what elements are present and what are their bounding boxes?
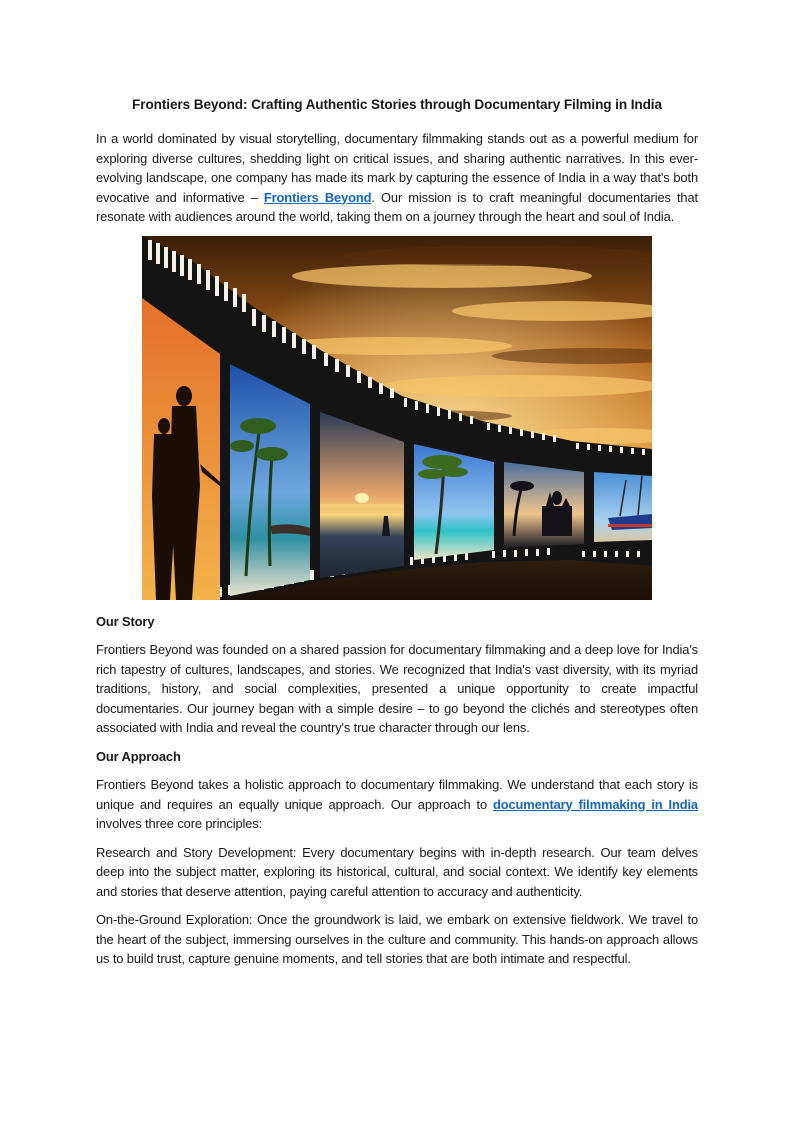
our-approach-heading: Our Approach: [96, 748, 181, 764]
principle-research-paragraph: Research and Story Development: Every documentary begins with in-depth research. Our team delves deep into the subject matter, exploring its historical, cultural, and social context. We identify key elements and stories that deserve attention, paying careful attention to accuracy and authenticity.: [96, 844, 698, 899]
our-story-paragraph: Frontiers Beyond was founded on a shared passion for documentary filmmaking and a deep love for India's rich tapestry of cultures, landscapes, and stories. We recognized that India's vast diversity, with its myriad traditions, history, and social complexities, presented a unique opportunity to create impactful documentaries. Our journey began with a simple desire – to go beyond the clichés and stereotypes often associated with India and reveal the country's true character through our lens.: [96, 642, 698, 735]
our-story-heading: Our Story: [96, 613, 155, 629]
intro-paragraph: In a world dominated by visual storytelling, documentary filmmaking stands out as a powerful medium for exploring diverse cultures, shedding light on critical issues, and sharing authentic narratives. In this ever-evolving landscape, one company has made its mark by capturing the essence of India in a way that's both evocative and informative – Frontiers Beyond. Our mission is to craft meaningful documentaries that resonate with audiences around the world, taking them on a journey through the heart and soul of India.: [96, 131, 698, 224]
our-approach-paragraph: Frontiers Beyond takes a holistic approach to documentary filmmaking. We understand that each story is unique and requires an equally unique approach. Our approach to documentary filmmaking in India involves three core principles:: [96, 777, 698, 831]
film-strip-image: [142, 236, 652, 600]
frontiers-beyond-link[interactable]: Frontiers Beyond: [263, 189, 372, 205]
article-body: [96, 96, 698, 978]
article-title: Frontiers Beyond: Crafting Authentic Stories through Documentary Filming in India: [132, 97, 662, 112]
documentary-filmmaking-link[interactable]: documentary filmmaking in India: [492, 796, 698, 812]
film-strip-illustration: [142, 236, 652, 600]
principle-ground-paragraph: On-the-Ground Exploration: Once the groundwork is laid, we embark on extensive fieldwork. We travel to the heart of the subject, immersing ourselves in the culture and community. This hands-on approach allows us to build trust, capture genuine moments, and tell stories that are both intimate and respectful.: [96, 912, 698, 966]
